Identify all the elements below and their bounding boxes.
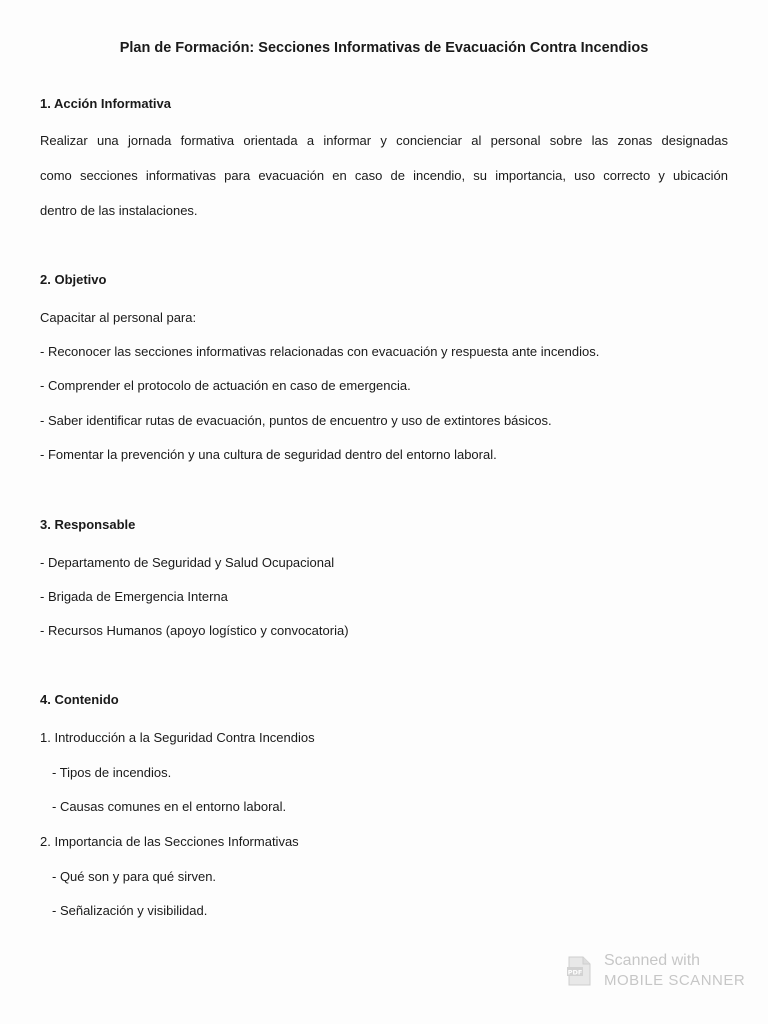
pdf-file-icon bbox=[566, 956, 592, 986]
watermark-line1: Scanned with bbox=[604, 952, 701, 969]
paragraph-line: como secciones informativas para evacuación en caso de incendio, su importancia, uso correcto y ubicación bbox=[40, 168, 728, 183]
section-heading-contenido: 4. Contenido bbox=[40, 692, 119, 707]
list-item: - Fomentar la prevención y una cultura de seguridad dentro del entorno laboral. bbox=[40, 447, 497, 462]
topic-subitem: - Qué son y para qué sirven. bbox=[52, 869, 217, 884]
section-heading-objetivo: 2. Objetivo bbox=[40, 272, 107, 287]
scanner-watermark bbox=[566, 950, 746, 994]
paragraph-line: dentro de las instalaciones. bbox=[40, 203, 198, 218]
watermark-line2: MOBILE SCANNER bbox=[604, 972, 746, 989]
list-item: - Reconocer las secciones informativas relacionadas con evacuación y respuesta ante incendios. bbox=[40, 344, 600, 359]
paragraph-line: Realizar una jornada formativa orientada a informar y concienciar al personal sobre las zonas designadas bbox=[40, 133, 728, 148]
list-item: - Comprender el protocolo de actuación en caso de emergencia. bbox=[40, 378, 411, 393]
topic-subitem: - Causas comunes en el entorno laboral. bbox=[52, 799, 287, 814]
list-item: - Departamento de Seguridad y Salud Ocupacional bbox=[40, 555, 335, 570]
list-item: - Saber identificar rutas de evacuación, puntos de encuentro y uso de extintores básicos. bbox=[40, 413, 552, 428]
topic-title: 1. Introducción a la Seguridad Contra Incendios bbox=[40, 730, 315, 745]
section-heading-responsable: 3. Responsable bbox=[40, 517, 136, 532]
topic-subitem: - Tipos de incendios. bbox=[52, 765, 172, 780]
section-intro: Capacitar al personal para: bbox=[40, 310, 197, 325]
svg-text:PDF: PDF bbox=[567, 968, 583, 977]
section-heading-accion: 1. Acción Informativa bbox=[40, 96, 171, 111]
document-title: Plan de Formación: Secciones Informativas de Evacuación Contra Incendios bbox=[119, 40, 649, 56]
list-item: - Recursos Humanos (apoyo logístico y convocatoria) bbox=[40, 623, 349, 638]
list-item: - Brigada de Emergencia Interna bbox=[40, 589, 228, 604]
topic-title: 2. Importancia de las Secciones Informativas bbox=[40, 834, 299, 849]
topic-subitem: - Señalización y visibilidad. bbox=[52, 903, 208, 918]
